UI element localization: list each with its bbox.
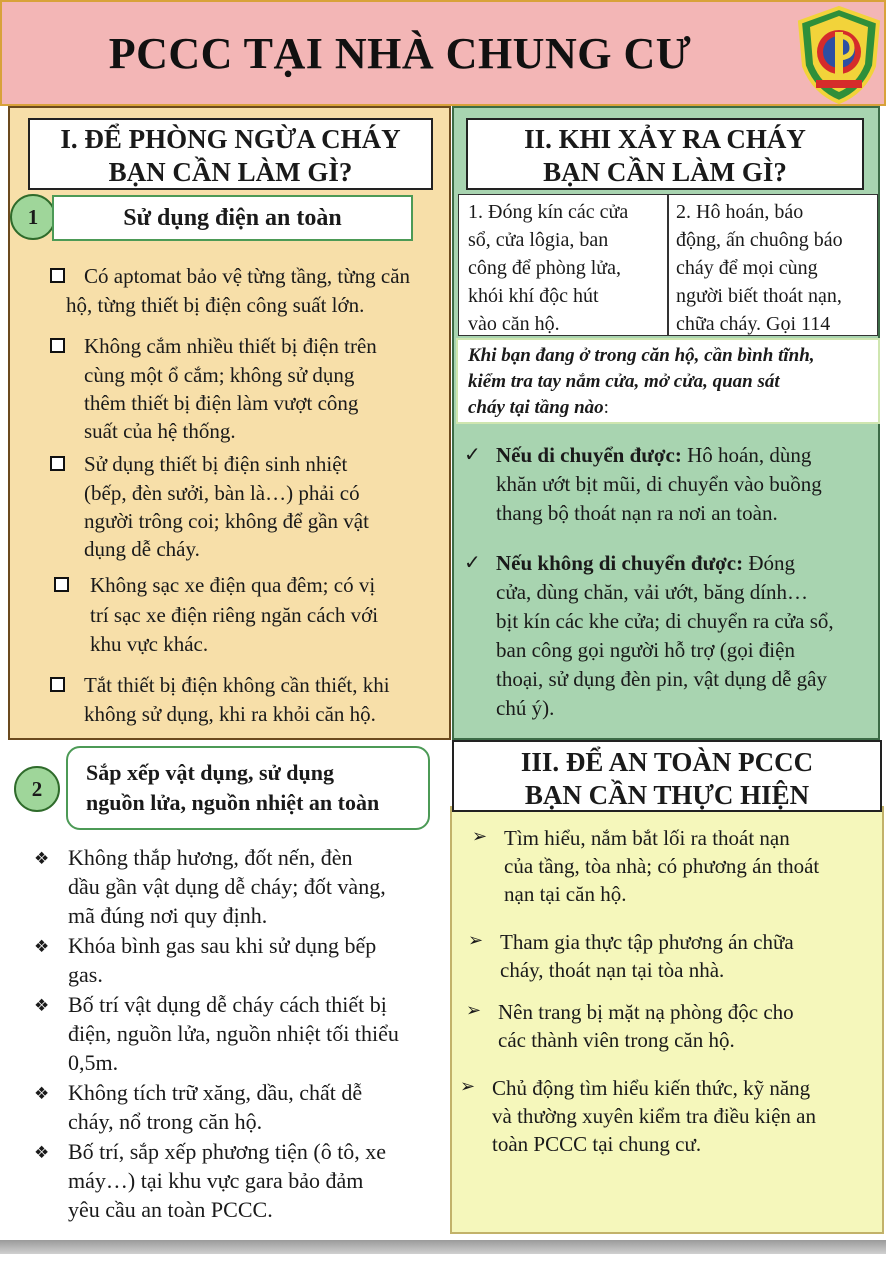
- list-item-line: không sử dụng, khi ra khỏi căn hộ.: [84, 702, 376, 726]
- calm-line: kiểm tra tay nắm cửa, mở cửa, quan sát: [468, 371, 780, 392]
- step-line: cháy để mọi cùng: [676, 257, 818, 279]
- list-item-line: suất của hệ thống.: [84, 419, 236, 443]
- list-item-line: thêm thiết bị điện làm vượt công: [84, 391, 359, 415]
- page-title: PCCC TẠI NHÀ CHUNG CƯ: [108, 29, 692, 78]
- list-item-line: Không cắm nhiều thiết bị điện trên: [84, 334, 377, 358]
- section-title-line: BẠN CẦN THỰC HIỆN: [524, 780, 810, 810]
- list-item: [90, 601, 420, 630]
- list-item-line: Không tích trữ xăng, dầu, chất dễ: [68, 1080, 363, 1105]
- list-item-line: của tầng, tòa nhà; có phương án thoát: [504, 854, 820, 878]
- list-item: [504, 824, 856, 908]
- section-prevention-title: [28, 118, 433, 190]
- list-item-line: khu vực khác.: [90, 632, 209, 656]
- list-item-line: 0,5m.: [68, 1050, 119, 1075]
- list-item-line: (bếp, đèn sưởi, bàn là…) phải có: [84, 481, 360, 505]
- list-item-line: yêu cầu an toàn PCCC.: [68, 1197, 273, 1222]
- step-line: người biết thoát nạn,: [676, 285, 842, 307]
- list-item-line: các thành viên trong căn hộ.: [498, 1028, 735, 1052]
- step-line: sổ, cửa lôgia, ban: [468, 229, 609, 251]
- list-item: [68, 1078, 428, 1136]
- step-line: công để phòng lửa,: [468, 257, 622, 279]
- arrow-bullet-icon: ➢: [460, 1076, 476, 1097]
- list-item-line: Có aptomat bảo vệ từng tầng, từng căn: [84, 264, 411, 288]
- subsection-title-line: nguồn lửa, nguồn nhiệt an toàn: [86, 790, 380, 815]
- list-item-line: Tìm hiểu, nắm bắt lối ra thoát nạn: [504, 826, 790, 850]
- list-item-line: Sử dụng thiết bị điện sinh nhiệt: [84, 452, 348, 476]
- list-item-line: Chủ động tìm hiểu kiến thức, kỹ năng: [492, 1076, 811, 1100]
- tick-line: [496, 549, 866, 578]
- list-item-line: gas.: [68, 962, 103, 987]
- list-item: [84, 417, 406, 446]
- tick-line: chú ý).: [496, 696, 555, 720]
- list-item: [66, 291, 396, 320]
- list-item: [84, 262, 429, 291]
- list-item: [84, 450, 418, 479]
- checkbox-icon: [50, 677, 65, 692]
- list-item: [68, 843, 428, 930]
- list-item: [90, 630, 420, 659]
- step-2: [676, 198, 872, 338]
- subsection-title-line: Sắp xếp vật dụng, sử dụng: [86, 760, 334, 785]
- tick-emphasis: Nếu không di chuyển được:: [496, 551, 744, 575]
- list-item: [84, 671, 414, 700]
- list-item-line: dụng dễ cháy.: [84, 537, 200, 561]
- tick-rest: Hô hoán, dùng: [681, 443, 812, 467]
- list-item-line: trí sạc xe điện riêng ngăn cách với: [90, 603, 379, 627]
- tick-line: bịt kín các khe cửa; di chuyển ra cửa sổ,: [496, 609, 834, 633]
- list-item: [84, 535, 418, 564]
- calm-line: Khi bạn đang ở trong căn hộ, cần bình tĩnh,: [468, 345, 815, 366]
- subsection-number-badge: 1: [10, 194, 56, 240]
- tick-line: cửa, dùng chăn, vải ướt, băng dính…: [496, 580, 809, 604]
- arrow-bullet-icon: ➢: [468, 930, 484, 951]
- list-item-line: Bố trí, sắp xếp phương tiện (ô tô, xe: [68, 1139, 387, 1164]
- list-item: [84, 700, 414, 729]
- section-title-line: BẠN CẦN LÀM GÌ?: [543, 157, 787, 187]
- list-item-line: cháy, thoát nạn tại tòa nhà.: [500, 958, 725, 982]
- list-item: [492, 1074, 854, 1158]
- list-item-line: và thường xuyên kiểm tra điều kiện an: [492, 1104, 816, 1128]
- move-possible-text: [496, 441, 858, 528]
- list-item-line: toàn PCCC tại chung cư.: [492, 1132, 702, 1156]
- section-safety-title: [452, 740, 882, 812]
- tick-line: thang bộ thoát nạn ra nơi an toàn.: [496, 501, 778, 525]
- list-item-line: Không sạc xe điện qua đêm; có vị: [90, 573, 376, 597]
- checkbox-icon: [50, 338, 65, 353]
- section-title-line: II. KHI XẢY RA CHÁY: [524, 124, 806, 154]
- list-item-line: cùng một ổ cắm; không sử dụng: [84, 363, 355, 387]
- list-item: [84, 389, 406, 418]
- list-item-line: máy…) tại khu vực gara bảo đảm: [68, 1168, 364, 1193]
- list-item: [68, 1137, 428, 1224]
- list-item-line: nạn tại căn hộ.: [504, 882, 627, 906]
- steps-divider: [667, 194, 669, 336]
- tick-line: thoại, sử dụng đèn pin, vật dụng dễ gây: [496, 667, 827, 691]
- diamond-bullet-icon: ❖: [34, 1143, 50, 1163]
- section-title-line: I. ĐỂ PHÒNG NGỪA CHÁY: [60, 124, 401, 154]
- tick-line: khăn ướt bịt mũi, di chuyển vào buồng: [496, 472, 822, 496]
- checkmark-icon: ✓: [464, 442, 481, 466]
- subsection-fire-source-title: [66, 746, 430, 830]
- list-item: [68, 931, 428, 989]
- checkbox-icon: [50, 268, 65, 283]
- list-item-line: Bố trí vật dụng dễ cháy cách thiết bị: [68, 992, 387, 1017]
- bottom-divider: [0, 1240, 886, 1254]
- arrow-bullet-icon: ➢: [466, 1000, 482, 1021]
- list-item: [84, 332, 414, 361]
- list-item: [498, 998, 852, 1054]
- move-impossible-text: [496, 549, 866, 723]
- list-item-line: điện, nguồn lửa, nguồn nhiệt tối thiểu: [68, 1021, 399, 1046]
- calm-emphasis: cháy tại tầng nào: [468, 397, 604, 418]
- step-line: khói khí độc hút: [468, 285, 599, 307]
- list-item-line: mã đúng nơi quy định.: [68, 903, 268, 928]
- subsection-number-badge: 2: [14, 766, 60, 812]
- list-item-line: cháy, nổ trong căn hộ.: [68, 1109, 263, 1134]
- checkbox-icon: [54, 577, 69, 592]
- section-when-fire-title: [466, 118, 864, 190]
- step-line: 2. Hô hoán, báo: [676, 201, 804, 223]
- tick-line: [496, 441, 858, 470]
- calm-line: [468, 395, 872, 421]
- tick-line: ban công gọi người hỗ trợ (gọi điện: [496, 638, 795, 662]
- subsection-electric-title: Sử dụng điện an toàn: [52, 195, 413, 241]
- list-item-line: Khóa bình gas sau khi sử dụng bếp: [68, 933, 377, 958]
- checkmark-icon: ✓: [464, 550, 481, 574]
- arrow-bullet-icon: ➢: [472, 826, 488, 847]
- list-item: [84, 361, 406, 390]
- list-item-line: Không thắp hương, đốt nến, đèn: [68, 845, 353, 870]
- list-item: [90, 571, 420, 600]
- police-emblem-icon: [794, 4, 884, 104]
- step-line: chữa cháy. Gọi 114: [676, 313, 831, 335]
- diamond-bullet-icon: ❖: [34, 1084, 50, 1104]
- checkbox-icon: [50, 456, 65, 471]
- list-item: [68, 990, 428, 1077]
- calm-note-text: [468, 343, 872, 421]
- list-item-line: người trông coi; không để gần vật: [84, 509, 369, 533]
- list-item-line: dầu gần vật dụng dễ cháy; đốt vàng,: [68, 874, 386, 899]
- diamond-bullet-icon: ❖: [34, 849, 50, 869]
- tick-emphasis: Nếu di chuyển được:: [496, 443, 682, 467]
- list-item: [84, 479, 418, 508]
- step-line: 1. Đóng kín các cửa: [468, 201, 629, 223]
- step-line: vào căn hộ.: [468, 313, 560, 335]
- step-1: [468, 198, 658, 338]
- list-item-line: Tham gia thực tập phương án chữa: [500, 930, 794, 954]
- step-line: động, ấn chuông báo: [676, 229, 843, 251]
- tick-rest: Đóng: [743, 551, 796, 575]
- list-item: [84, 507, 418, 536]
- list-item-line: hộ, từng thiết bị điện công suất lớn.: [66, 293, 365, 317]
- diamond-bullet-icon: ❖: [34, 937, 50, 957]
- section-title-line: BẠN CẦN LÀM GÌ?: [108, 157, 353, 187]
- section-title-line: III. ĐỂ AN TOÀN PCCC: [520, 747, 814, 777]
- diamond-bullet-icon: ❖: [34, 996, 50, 1016]
- list-item-line: Tắt thiết bị điện không cần thiết, khi: [84, 673, 390, 697]
- list-item: [500, 928, 856, 984]
- calm-punctuation: :: [603, 397, 609, 418]
- list-item-line: Nên trang bị mặt nạ phòng độc cho: [498, 1000, 794, 1024]
